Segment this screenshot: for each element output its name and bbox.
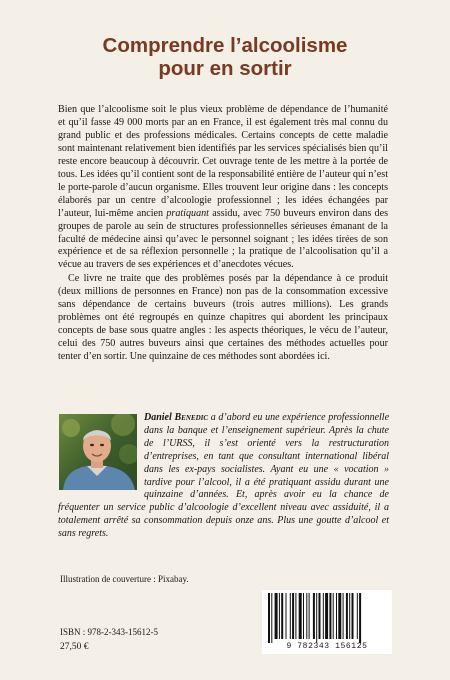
barcode-bar bbox=[352, 593, 354, 639]
barcode-bar bbox=[279, 593, 280, 639]
paragraph-1-italic: pratiquant bbox=[166, 207, 209, 219]
cover-credit: Illustration de couverture : Pixabay. bbox=[60, 574, 189, 584]
barcode-bar bbox=[336, 593, 337, 639]
isbn: ISBN : 978-2-343-15612-5 bbox=[60, 627, 158, 637]
barcode-bar bbox=[268, 593, 270, 643]
barcode-bar bbox=[333, 593, 334, 639]
title-line-2: pour en sortir bbox=[158, 57, 292, 80]
barcode-bar bbox=[295, 593, 296, 639]
price: 27,50 € bbox=[60, 642, 89, 652]
barcode-bar bbox=[349, 593, 350, 639]
barcode-bar bbox=[359, 593, 361, 643]
barcode-bar bbox=[338, 593, 341, 639]
barcode-bar bbox=[290, 593, 291, 639]
barcode-digits: 9 782343 156125 bbox=[286, 642, 368, 651]
barcode-bar bbox=[286, 593, 287, 639]
back-cover-text bbox=[58, 104, 388, 364]
barcode-bar bbox=[299, 593, 302, 639]
barcode-bar bbox=[346, 593, 348, 639]
barcode-bar bbox=[309, 593, 310, 639]
barcode-bar bbox=[323, 593, 324, 639]
author-last-name: Benedic bbox=[174, 412, 209, 423]
paragraph-1 bbox=[58, 104, 388, 272]
barcode-bar bbox=[303, 593, 304, 639]
paragraph-1-part-a: Bien que l’alcoolisme soit le plus vieux problème de dépendance de l’humanité et qu’il fasse 49 000 morts par an en France, il est également très mal connu du grand public et des professions médicales. Certains concepts de cette maladie sont maintenant relativement bien identifiés par les services spécialisés bien qu’il reste encore beaucoup à découvrir. Cet ouvrage tente de les mettre à la portée de tous. Les idées qu’il contient sont de la responsabilité entière de l’auteur qui n’est le porte-parole d’aucun organisme. Elles trouvent leur origine dans : les concepts élaborés par un centre d’alcoologie professionnel ; les idées échangées par l’auteur, lui-même ancien bbox=[58, 104, 388, 219]
author-name bbox=[144, 412, 208, 423]
author-bio-text: a d’abord eu une expérience professionnelle dans la banque et l’enseignement supérieur. Après la chute de l’URSS, il s’est orienté vers la restructuration d’entreprises, en tant que consultant international libéral dans les ex-pays socialistes. Ayant eu une « vocation » tardive pour l’alcool, il a été pratiquant assidu durant une quinzaine d’années. Et, après avoir eu la chance de fréquenter un service public d’alcoologie d’excellent niveau avec assiduité, il a totalement arrêté sa consommation depuis onze ans. Plus une goutte d’alcool et sans regrets. bbox=[58, 412, 390, 540]
barcode-bars bbox=[266, 593, 388, 643]
barcode-bar bbox=[329, 593, 331, 639]
book-title bbox=[0, 34, 450, 80]
barcode-bar bbox=[319, 593, 321, 639]
barcode-bar bbox=[292, 593, 294, 639]
barcode-bar bbox=[271, 593, 272, 643]
author-bio bbox=[58, 412, 389, 541]
barcode-bar bbox=[313, 593, 315, 639]
paragraph-1-part-b: assidu, avec 750 buveurs environ dans des groupes de parole au sein de structures professionnelles sérieuses émanant de la faculté de médecine ainsi qu’avec le personnel soignant ; les idées tirées de son expérience et de sa réflexion personnelle ; la pratique de l’alcoolisation qu’il a vécue au travers de ses expériences et d’anecdotes vécues. bbox=[58, 207, 389, 271]
barcode-bar bbox=[275, 593, 278, 639]
barcode-bar bbox=[306, 593, 307, 639]
barcode bbox=[262, 590, 392, 654]
title-line-1: Comprendre l’alcoolisme bbox=[102, 34, 348, 57]
barcode-bar bbox=[281, 593, 283, 639]
barcode-bar bbox=[316, 593, 317, 643]
barcode-bar bbox=[343, 593, 344, 639]
barcode-bar bbox=[357, 593, 358, 639]
paragraph-2: Ce livre ne traite que des problèmes posés par la dépendance à ce produit (deux millions de personnes en France) non pas de la consommation excessive sans dépendance de certains buveurs (trois autres millions). Les grands problèmes ont été regroupés en quinze chapitres qui abordent les principaux concepts de base sous quatre angles : les aspects théoriques, le vécu de l’auteur, celui des 750 autres buveurs ainsi que certaines des méthodes actuelles pour tenter d’en sortir. Une quinzaine de ces méthodes sont abordées ici. bbox=[58, 273, 388, 363]
author-first-name: Daniel bbox=[144, 412, 172, 423]
barcode-bar bbox=[325, 593, 328, 639]
